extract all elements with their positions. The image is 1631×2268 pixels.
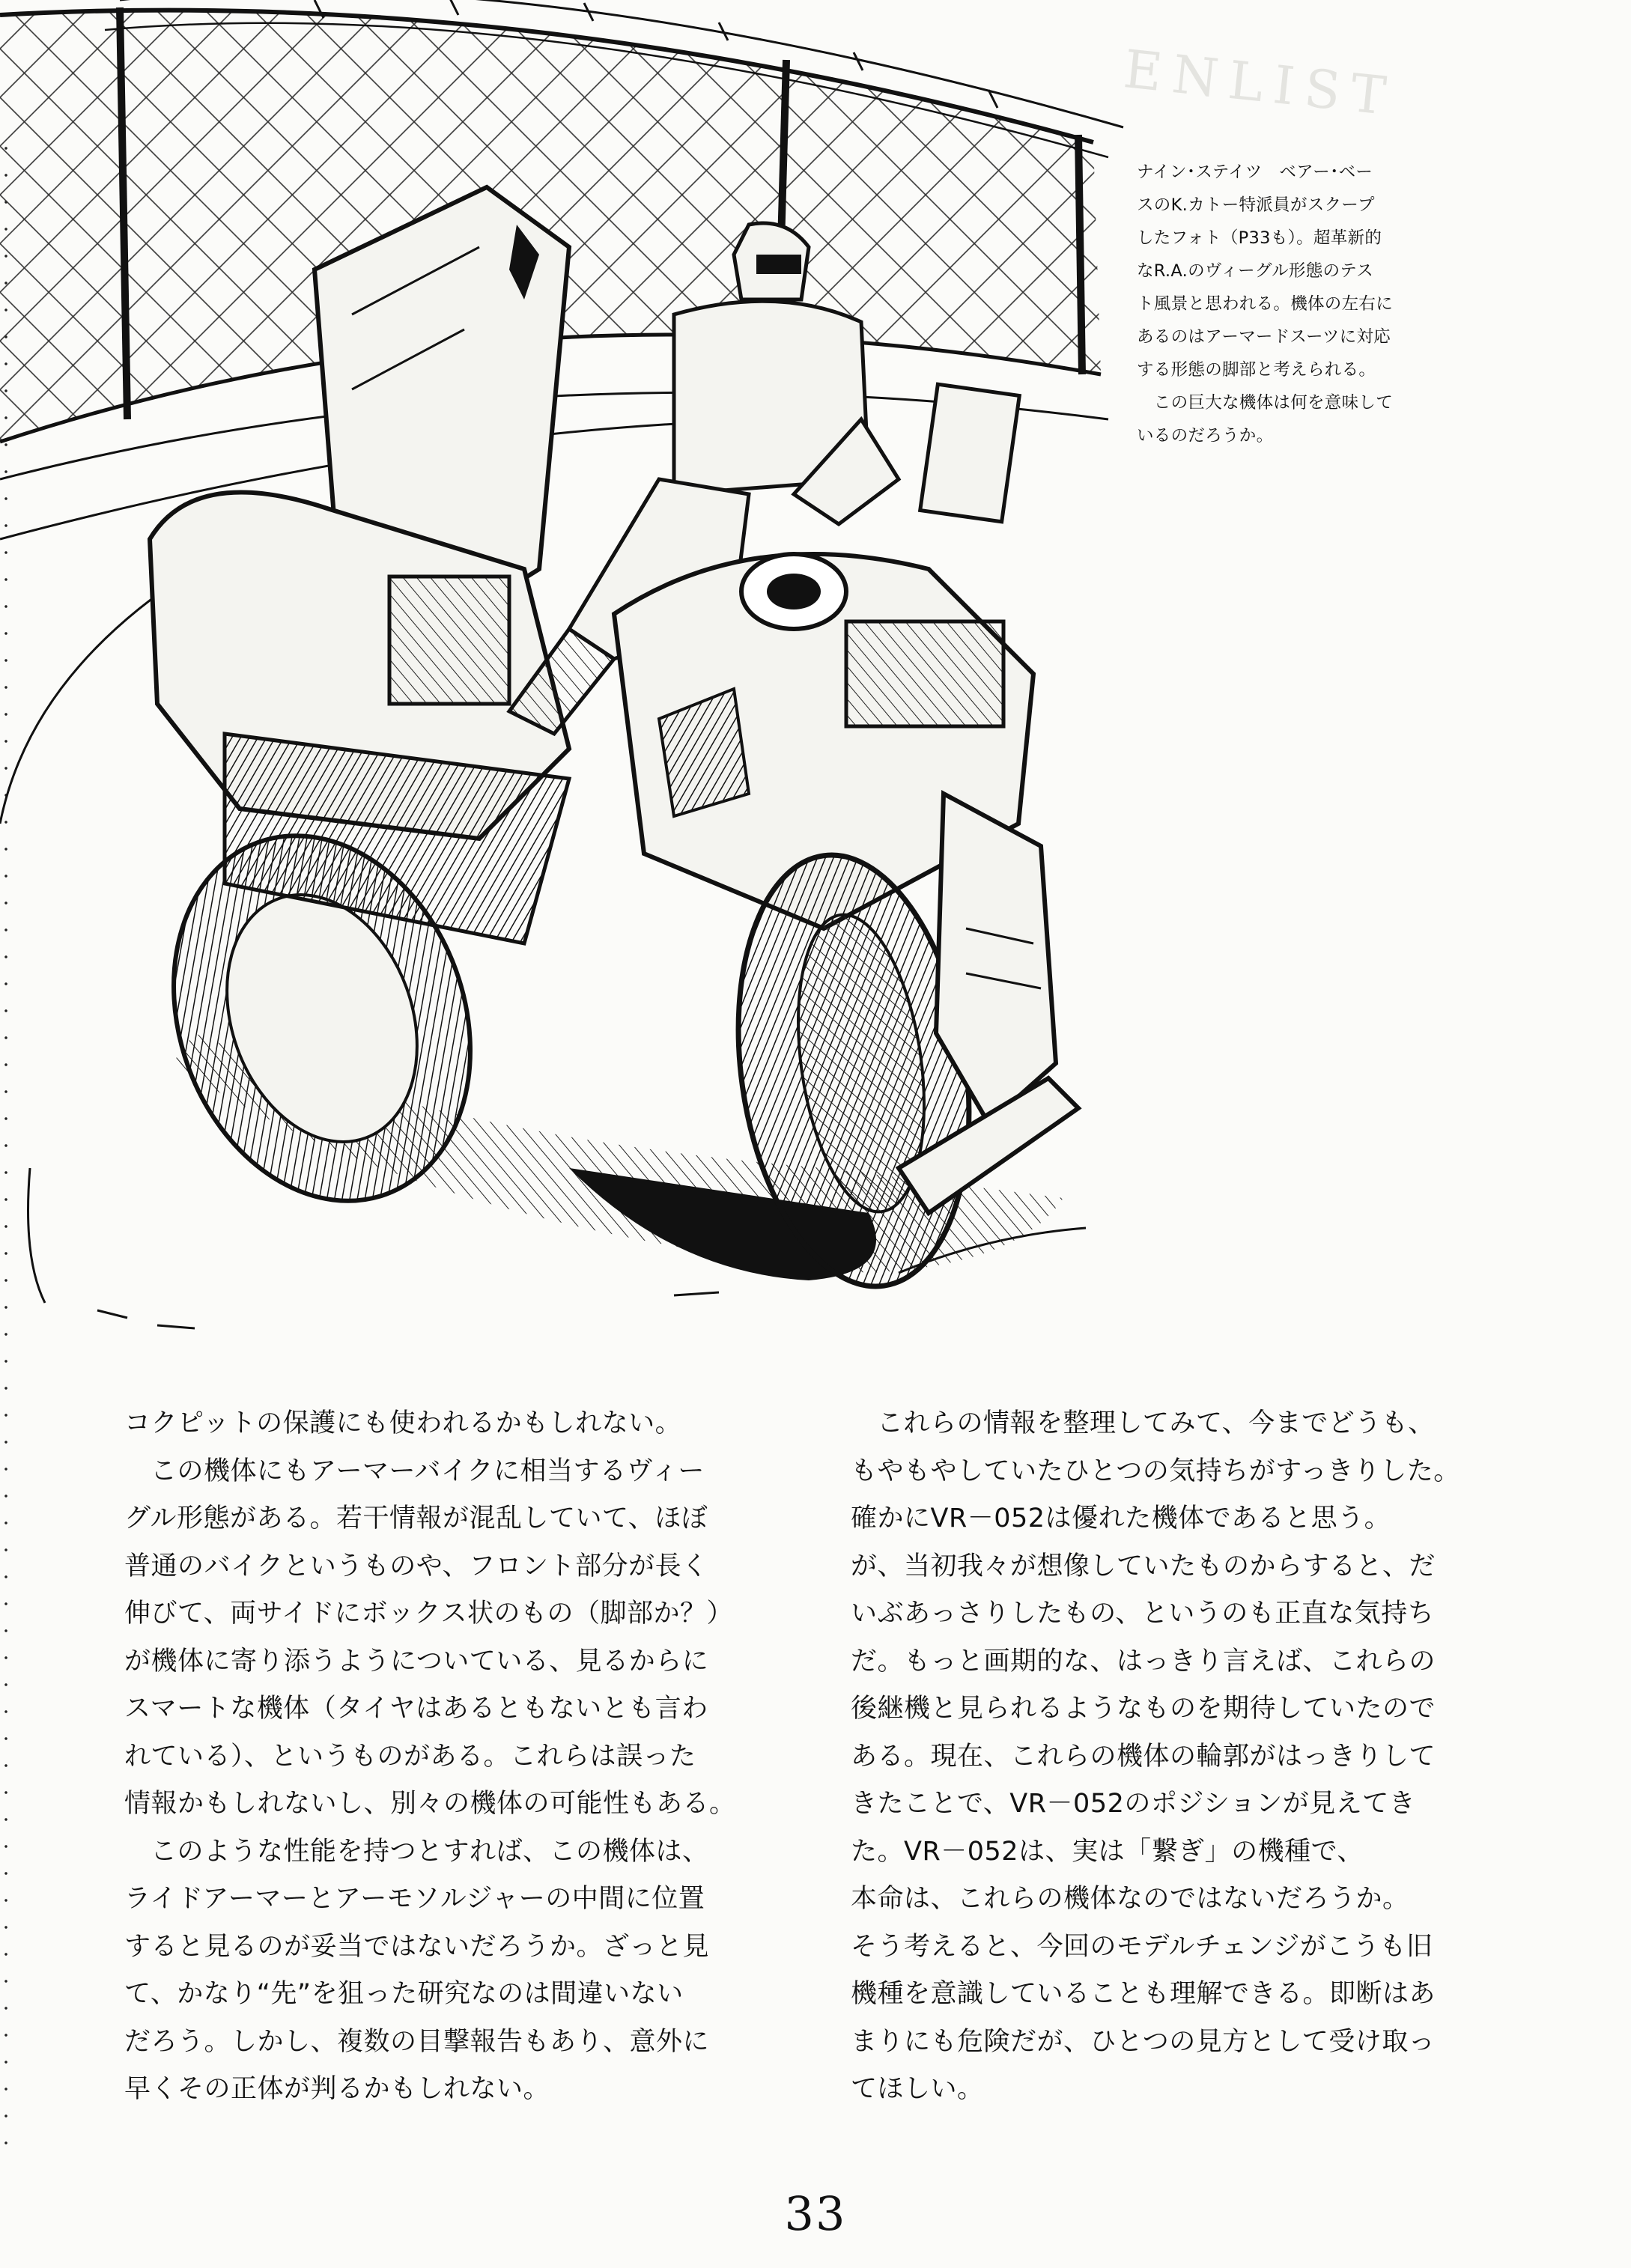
text-line: きたことで、VR－052のポジションが見えてき bbox=[851, 1789, 1416, 1819]
page-number: 33 bbox=[784, 2186, 847, 2241]
show-through-text: ENLIST bbox=[1120, 38, 1400, 128]
text-line: 本命は、これらの機体なのではないだろうか。 bbox=[851, 1884, 1409, 1914]
article-right-column bbox=[851, 1400, 1525, 2114]
text-line: ライドアーマーとアーモソルジャーの中間に位置 bbox=[124, 1884, 705, 1914]
mech-bike-illustration bbox=[0, 0, 1138, 1333]
text-line: まりにも危険だが、ひとつの見方として受け取っ bbox=[851, 2026, 1436, 2057]
text-line: もやもやしていたひとつの気持ちがすっきりした。 bbox=[851, 1456, 1460, 1486]
text-line: た。VR－052は、実は「繋ぎ」の機種で、 bbox=[851, 1836, 1364, 1867]
text-line: 確かにVR－052は優れた機体であると思う。 bbox=[851, 1504, 1391, 1533]
text-line: これらの情報を整理してみて、今までどうも、 bbox=[877, 1408, 1435, 1438]
text-line: コクピットの保護にも使われるかもしれない。 bbox=[124, 1408, 682, 1438]
caption-line: あるのはアーマードスーツに対応 bbox=[1137, 327, 1391, 347]
article-left-column bbox=[124, 1400, 798, 2114]
text-line: て、かなり“先”を狙った研究なのは間違いない bbox=[124, 1979, 684, 2009]
text-line: 普通のバイクというものや、フロント部分が長く bbox=[124, 1551, 708, 1581]
caption-line: ナイン･ステイツ ベアー･ベー bbox=[1137, 162, 1373, 182]
text-line: グル形態がある。若干情報が混乱していて、ほぼ bbox=[124, 1504, 708, 1533]
caption-line: する形態の脚部と考えられる。 bbox=[1137, 360, 1376, 380]
caption-line: したフォト（P33も）。超革新的 bbox=[1137, 228, 1382, 248]
text-line: てほしい。 bbox=[851, 2074, 984, 2104]
text-line: が機体に寄り添うようについている、見るからに bbox=[124, 1646, 709, 1676]
text-line: 早くその正体が判るかもしれない。 bbox=[124, 2074, 550, 2104]
caption-line: ト風景と思われる。機体の左右に bbox=[1137, 294, 1394, 314]
text-line: 機種を意識していることも理解できる。即断はあ bbox=[851, 1979, 1436, 2009]
paragraph bbox=[851, 1400, 1525, 2114]
text-line: いぶあっさりしたもの、というのも正直な気持ち bbox=[851, 1599, 1435, 1629]
paragraph bbox=[124, 1400, 798, 1448]
paragraph bbox=[124, 1448, 798, 1828]
text-line: そう考えると、今回のモデルチェンジがこうも旧 bbox=[851, 1931, 1433, 1962]
text-line: この機体にもアーマーバイクに相当するヴィー bbox=[151, 1456, 705, 1486]
text-line: だろう。しかし、複数の目撃報告もあり、意外に bbox=[124, 2026, 710, 2057]
text-line: すると見るのが妥当ではないだろうか。ざっと見 bbox=[124, 1931, 710, 1962]
text-line: 伸びて、両サイドにボックス状のもの（脚部か？） bbox=[124, 1599, 734, 1629]
caption-line: スのK.カトー特派員がスクープ bbox=[1137, 195, 1375, 215]
text-line: 情報かもしれないし、別々の機体の可能性もある。 bbox=[124, 1789, 736, 1819]
photo-caption bbox=[1137, 156, 1579, 452]
text-line: ある。現在、これらの機体の輪郭がはっきりして bbox=[851, 1741, 1436, 1772]
text-line: だ。もっと画期的な、はっきり言えば、これらの bbox=[851, 1646, 1436, 1676]
caption-line: いるのだろうか。 bbox=[1137, 426, 1274, 446]
text-line: が、当初我々が想像していたものからすると、だ bbox=[851, 1551, 1436, 1581]
text-line: スマートな機体（タイヤはあるともないとも言わ bbox=[124, 1694, 708, 1724]
paragraph bbox=[124, 1828, 798, 2114]
caption-line: この巨大な機体は何を意味して bbox=[1137, 393, 1394, 413]
text-line: 後継機と見られるようなものを期待していたので bbox=[851, 1694, 1436, 1724]
caption-line: なR.A.のヴィーグル形態のテス bbox=[1137, 261, 1374, 281]
text-line: このような性能を持つとすれば、この機体は、 bbox=[151, 1836, 709, 1867]
fence-group bbox=[0, 0, 1123, 442]
text-line: れている）、というものがある。これらは誤った bbox=[124, 1741, 696, 1772]
